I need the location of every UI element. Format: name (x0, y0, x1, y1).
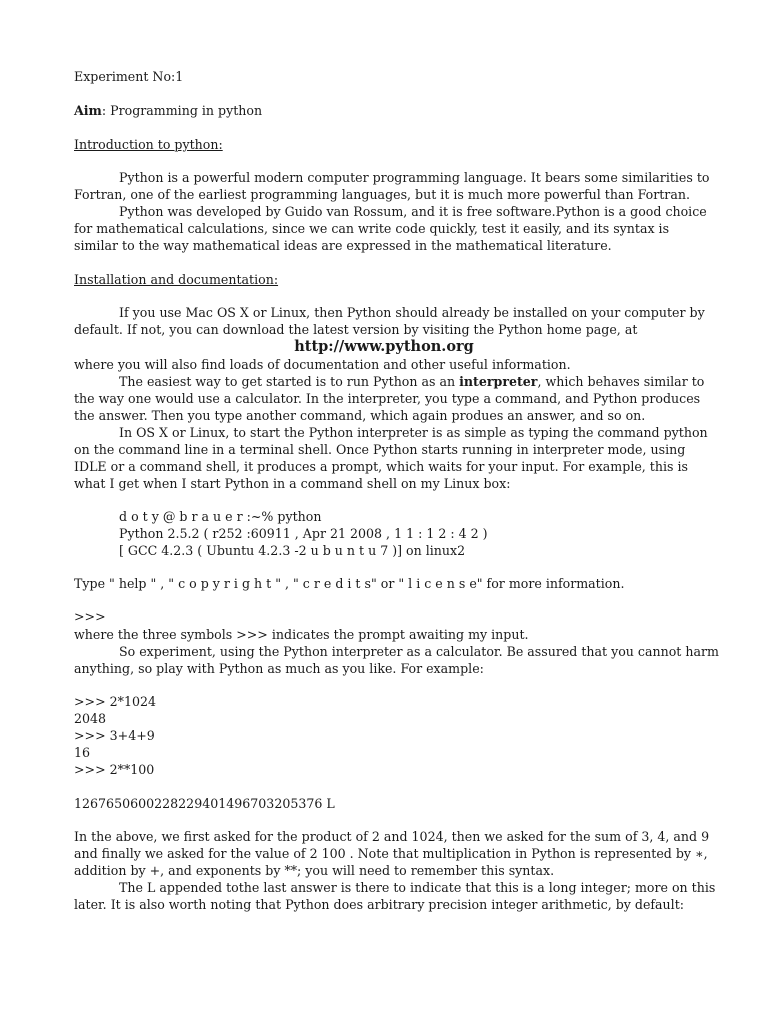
prompt-explanation: where the three symbols >>> indicates the prompt awaiting my input. (74, 627, 529, 642)
example-line-4: 16 (74, 745, 91, 760)
interpreter-text-c: , which behaves similar to (537, 374, 705, 389)
terminal-line-1: d o t y @ b r a u e r :~% python (119, 509, 322, 524)
install-line-2: default. If not, you can download the latest version by visiting the Python home page, at (74, 322, 638, 337)
intro-line-5: similar to the way mathematical ideas are expressed in the mathematical literature. (74, 238, 612, 253)
interpreter-line-1 (119, 374, 704, 391)
example-result: 1267650600228229401496703205376 L (74, 796, 335, 811)
example-line-5: >>> 2**100 (74, 762, 155, 777)
example-line-3: >>> 3+4+9 (74, 728, 155, 743)
aim-line (74, 103, 262, 120)
interpreter-bold: interpreter (459, 374, 538, 389)
long-int-line-2: later. It is also worth noting that Python does arbitrary precision integer arithmetic, by default: (74, 897, 685, 912)
aim-text: : Programming in python (101, 103, 263, 118)
long-int-line-1: The L appended tothe last answer is there to indicate that this is a long integer; more on this (119, 880, 716, 895)
python-url-link[interactable]: http://www.python.org (294, 338, 474, 355)
install-line-3: where you will also find loads of documentation and other useful information. (74, 357, 571, 372)
interpreter-line-3: the answer. Then you type another command, which again produes an answer, and so on. (74, 408, 646, 423)
interpreter-line-2: the way one would use a calculator. In the interpreter, you type a command, and Python produces (74, 391, 701, 406)
intro-line-1: Python is a powerful modern computer programming language. It bears some similarities to (119, 170, 710, 185)
conclusion-line-2: and finally we asked for the value of 2 100 . Note that multiplication in Python is represented by ∗, (74, 846, 708, 861)
terminal-line-3: [ GCC 4.2.3 ( Ubuntu 4.2.3 -2 u b u n t u 7 )] on linux2 (119, 543, 466, 558)
osx-line-3: IDLE or a command shell, it produces a prompt, which waits for your input. For example, this is (74, 459, 688, 474)
intro-line-4: for mathematical calculations, since we can write code quickly, test it easily, and its syntax is (74, 221, 670, 236)
intro-line-3: Python was developed by Guido van Rossum, and it is free software.Python is a good choice (119, 204, 707, 219)
install-line-1: If you use Mac OS X or Linux, then Python should already be installed on your computer by (119, 305, 705, 320)
intro-line-2: Fortran, one of the earliest programming languages, but it is much more powerful than Fortran. (74, 187, 690, 202)
osx-line-4: what I get when I start Python in a command shell on my Linux box: (74, 476, 511, 491)
experiment-line-2: anything, so play with Python as much as you like. For example: (74, 661, 484, 676)
example-line-2: 2048 (74, 711, 107, 726)
experiment-number: Experiment No:1 (74, 69, 184, 84)
aim-label: Aim (74, 103, 102, 118)
terminal-line-2: Python 2.5.2 ( r252 :60911 , Apr 21 2008 , 1 1 : 1 2 : 4 2 ) (119, 526, 488, 541)
example-line-1: >>> 2*1024 (74, 694, 157, 709)
conclusion-line-3: addition by +, and exponents by **; you will need to remember this syntax. (74, 863, 555, 878)
interpreter-text-a: The easiest way to get started is to run Python as an (119, 374, 460, 389)
type-help-line: Type " help " , " c o p y r i g h t " , " c r e d i t s" or " l i c e n s e" for more information. (74, 576, 625, 591)
intro-heading: Introduction to python: (74, 137, 223, 152)
experiment-line-1: So experiment, using the Python interpreter as a calculator. Be assured that you cannot harm (119, 644, 719, 659)
osx-line-2: on the command line in a terminal shell. Once Python starts running in interpreter mode, using (74, 442, 686, 457)
install-heading: Installation and documentation: (74, 272, 279, 287)
conclusion-line-1: In the above, we first asked for the product of 2 and 1024, then we asked for the sum of 3, 4, and 9 (74, 829, 710, 844)
osx-line-1: In OS X or Linux, to start the Python interpreter is as simple as typing the command python (119, 425, 708, 440)
prompt-symbol: >>> (74, 609, 106, 624)
